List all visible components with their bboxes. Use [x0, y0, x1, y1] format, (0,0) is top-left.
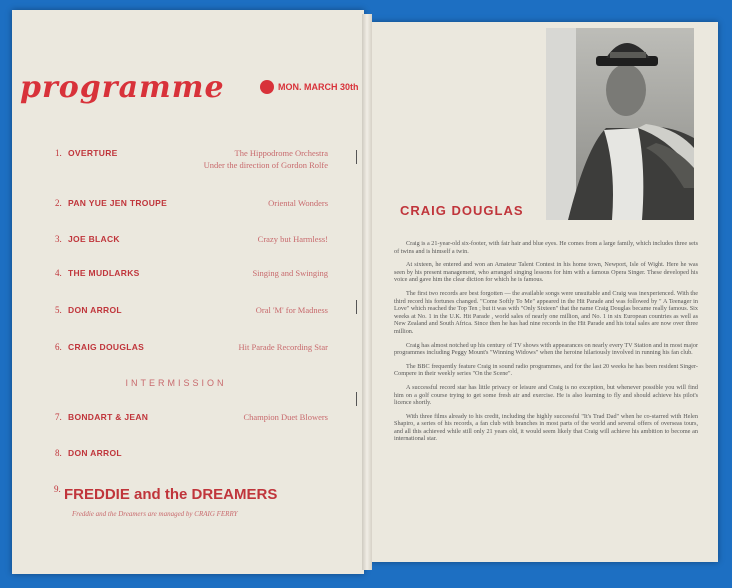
item-act: BONDART & JEAN — [68, 412, 149, 422]
article-paragraph: Craig has almost notched up his century of TV shows with appearances on nearly every TV Station and in most major programmes including Peggy Mount's "Winning Widows" when the heroine hilariously involved in running his fan club. — [394, 341, 699, 357]
article-paragraph: With three films already to his credit, including the highly successful "It's Trad Dad" when he co-starred with Helen Shapiro, a series of his records, a fan club with branches in most parts of the world and several offers of overseas tours, and all this achieved while still only 21 years old, it would seem likely that Craig will achieve his ambition to become an international star. — [394, 412, 698, 443]
item-description: Oriental Wonders — [268, 198, 328, 208]
article-paragraph: At sixteen, he entered and won an Amateur Talent Contest in his home town, Newport, Isle of Wight. Here he was seen by his present management, who arranged singing lessons for him with a famous Opera Singer. These developed his voice and gave him the clear diction for which he is famous. — [394, 261, 698, 284]
item-act: CRAIG DOUGLAS — [68, 342, 145, 352]
item-number: 2. — [55, 198, 62, 208]
programme-header — [20, 70, 360, 106]
item-number: 8. — [55, 448, 62, 458]
booklet-spine — [362, 14, 372, 570]
item-act: PAN YUE JEN TROUPE — [68, 198, 168, 208]
item-number: 4. — [55, 268, 62, 278]
item-description: Oral 'M' for Madness — [255, 305, 328, 315]
item-act: DON ARROL — [68, 448, 122, 458]
item-number: 1. — [55, 148, 62, 158]
item-number: 6. — [55, 342, 62, 352]
item-description: Champion Duet Blowers — [243, 412, 328, 422]
finale-act: FREDDIE and the DREAMERS — [64, 486, 278, 503]
article-paragraph: The BBC frequently feature Craig in sound radio programmes, and for the last 20 weeks he has been resident Singer-Compere in their weekly series "On the Scene". — [394, 362, 698, 378]
item-description-2: Under the direction of Gordon Rolfe — [203, 160, 328, 170]
article-paragraph: The first two records are best forgotten — the available songs were unsuitable and Craig was inexperienced. With the third record his fortunes changed. "Come Softly To Me" appeared in the Hit Parade and was followed by " A Teenager in Love" which reached the Top Ten ; but it was with "Only Sixteen" that the name Craig Douglas became really famous. Six weeks at No. 1 in the U.K. Hit Parade , world sales of nearly one million, and No. 1 in six European countries as well as New Zealand and South Africa. Since then he has had nine records in the Hit Parade and his total sales are now over three million. — [394, 289, 698, 335]
item-description: Hit Parade Recording Star — [238, 342, 328, 352]
finale-subtitle: Freddie and the Dreamers are managed by CRAIG FERRY — [72, 510, 238, 518]
margin-tick — [356, 392, 357, 406]
item-description: The Hippodrome Orchestra — [234, 148, 328, 158]
programme-date: MON. MARCH 30th — [278, 82, 359, 92]
programme-title: programme — [20, 70, 225, 105]
margin-tick — [356, 300, 357, 314]
item-act: OVERTURE — [68, 148, 118, 158]
item-act: THE MUDLARKS — [68, 268, 140, 278]
craig-douglas-photo — [546, 28, 694, 220]
item-act: JOE BLACK — [68, 234, 120, 244]
item-number: 5. — [55, 305, 62, 315]
article-heading: CRAIG DOUGLAS — [400, 203, 524, 218]
item-description: Crazy but Harmless! — [257, 234, 328, 244]
finale-number: 9. — [54, 484, 61, 494]
item-number: 3. — [55, 234, 62, 244]
title-dot-icon — [260, 80, 274, 94]
article-paragraph: A successful record star has little privacy or leisure and Craig is no exception, but whenever possible you will find him on a golf course trying to get some fresh air and exercise. He is also learning to fly and should achieve his pilot's licence shortly. — [394, 383, 698, 407]
margin-tick — [356, 150, 357, 164]
item-number: 7. — [55, 412, 62, 422]
item-act: DON ARROL — [68, 305, 122, 315]
article-body — [394, 240, 698, 449]
article-paragraph: Craig is a 21-year-old six-footer, with fair hair and blue eyes. He comes from a large family, which includes three sets of twins and is himself a twin. — [394, 240, 698, 255]
item-description: Singing and Swinging — [252, 268, 328, 278]
intermission-label: INTERMISSION — [125, 378, 227, 388]
